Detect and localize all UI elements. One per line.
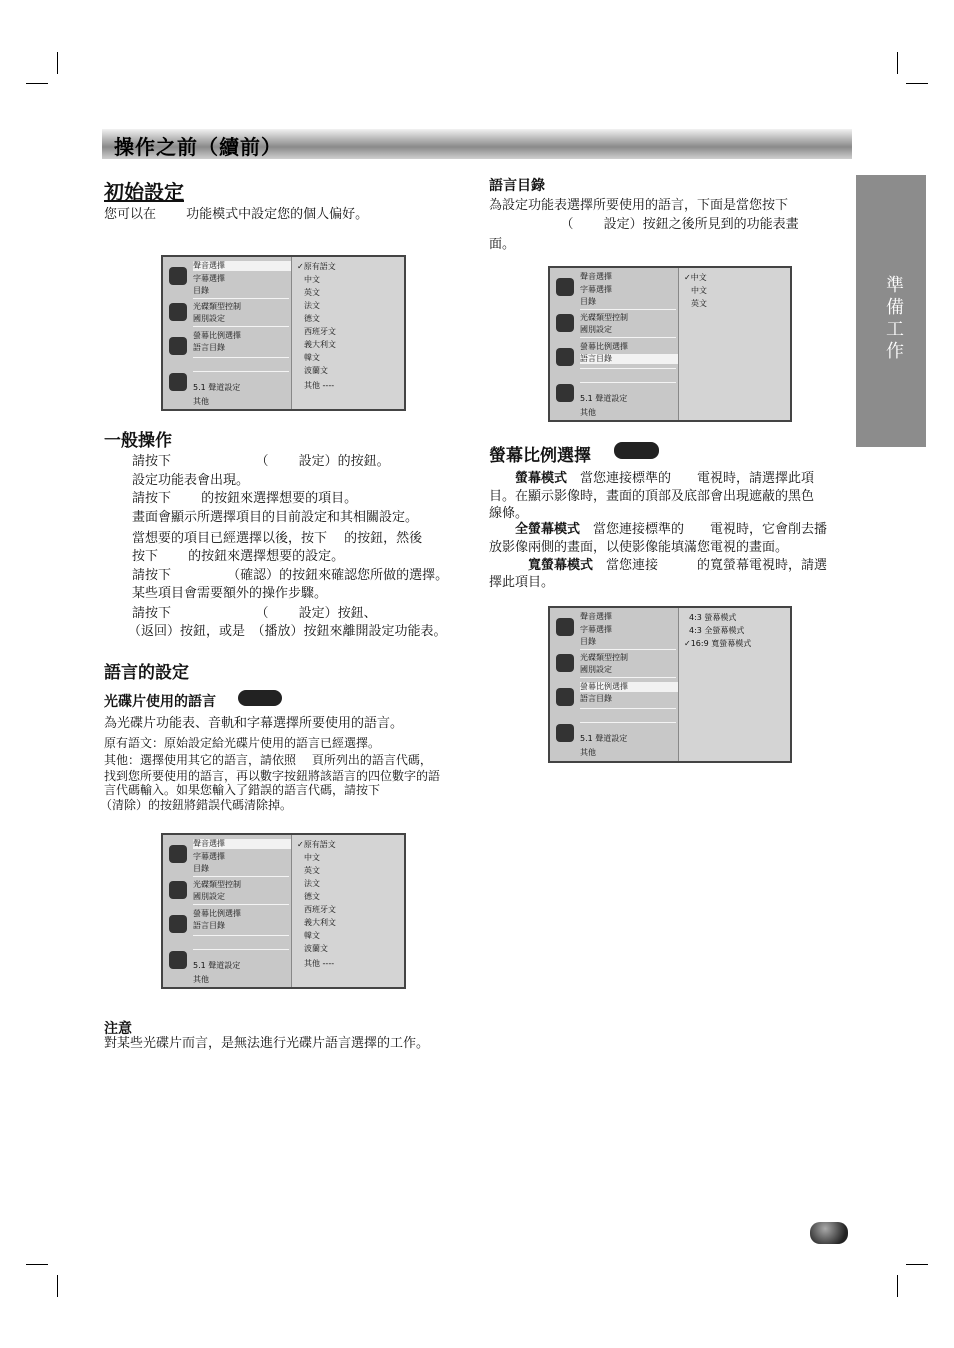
menu-divider bbox=[580, 382, 676, 383]
menu-option[interactable]: 英文 bbox=[304, 866, 320, 875]
menu-option[interactable]: 其他 ---- bbox=[304, 959, 335, 968]
menu-divider bbox=[193, 949, 289, 950]
menu-option[interactable]: 義大利文 bbox=[304, 918, 336, 927]
tv-icon bbox=[169, 337, 187, 355]
menu-right-pane bbox=[291, 257, 404, 409]
menu-item-rating[interactable]: 光碟類型控制 bbox=[580, 653, 628, 662]
general-line: 請按下 （ 設定）按鈕、 bbox=[132, 606, 377, 621]
lock-icon bbox=[556, 654, 574, 672]
crop-mark bbox=[57, 1275, 58, 1297]
general-line: 畫面會顯示所選擇項目的目前設定和其相關設定。 bbox=[132, 510, 419, 525]
setup-menu-menu-language bbox=[548, 266, 792, 422]
menu-divider bbox=[580, 368, 676, 369]
menu-option[interactable]: 西班牙文 bbox=[304, 327, 336, 336]
audio-disc-icon bbox=[556, 618, 574, 636]
menu-divider bbox=[580, 649, 676, 650]
menu-language-line: 面。 bbox=[489, 237, 516, 252]
lock-icon bbox=[556, 314, 574, 332]
general-line: 設定功能表會出現。 bbox=[132, 473, 250, 488]
menu-option[interactable]: 4:3 螢幕模式 bbox=[689, 613, 737, 622]
subsection-title-menu-language: 語言目錄 bbox=[489, 178, 545, 194]
menu-language-line: （ 設定）按鈕之後所見到的功能表畫 bbox=[489, 217, 799, 232]
menu-item-audio[interactable]: 聲音選擇 bbox=[193, 261, 291, 271]
menu-item-audio[interactable]: 聲音選擇 bbox=[580, 612, 612, 621]
disc-language-note: （清除）的按鈕將錯誤代碼清除掉。 bbox=[100, 798, 293, 812]
menu-option[interactable]: 德文 bbox=[304, 892, 320, 901]
menu-divider bbox=[193, 935, 289, 936]
menu-option[interactable]: 中文 bbox=[304, 853, 320, 862]
section-title-initial: 初始設定 bbox=[104, 180, 184, 204]
aspect-line: 目。在顯示影像時，畫面的頂部及底部會出現遮蔽的黑色 bbox=[489, 489, 815, 504]
menu-left-pane bbox=[550, 268, 678, 420]
menu-divider bbox=[193, 326, 289, 327]
aspect-line: 螢幕模式 當您連接標準的 電視時，請選擇此項 bbox=[489, 471, 815, 486]
general-line: 按下 的按鈕來選擇想要的設定。 bbox=[132, 549, 345, 564]
menu-divider bbox=[580, 722, 676, 723]
lock-icon bbox=[169, 881, 187, 899]
menu-divider bbox=[580, 309, 676, 310]
menu-item-rating[interactable]: 光碟類型控制 bbox=[580, 313, 628, 322]
menu-option[interactable]: 英文 bbox=[691, 299, 707, 308]
menu-item-5-1-channel[interactable]: 5.1 聲道設定 bbox=[193, 383, 241, 392]
disc-language-text: 為光碟片功能表、音軌和字幕選擇所要使用的語言。 bbox=[104, 716, 404, 731]
menu-item-menu-language[interactable]: 語言目錄 bbox=[193, 343, 225, 352]
menu-item-country[interactable]: 國別設定 bbox=[193, 892, 225, 901]
menu-item-audio[interactable]: 聲音選擇 bbox=[580, 272, 612, 281]
crop-mark bbox=[897, 1275, 898, 1297]
menu-divider bbox=[193, 876, 289, 877]
disc-language-note: 找到您所要使用的語言，再以數字按鈕將該語言的四位數字的語 bbox=[104, 769, 441, 783]
crop-mark bbox=[906, 83, 928, 84]
crop-mark bbox=[57, 52, 58, 74]
menu-left-pane bbox=[163, 835, 291, 987]
menu-language-line: 為設定功能表選擇所要使用的語言，下面是當您按下 bbox=[489, 198, 789, 213]
menu-option[interactable]: 波蘭文 bbox=[304, 366, 328, 375]
menu-item-others[interactable]: 其他 bbox=[580, 408, 596, 417]
disc-language-note: 其他：選擇使用其它的語言，請依照 頁所列出的語言代碼， bbox=[104, 753, 432, 767]
menu-option[interactable]: ✓16:9 寬螢幕模式 bbox=[684, 639, 752, 648]
setup-menu-disc-language bbox=[161, 255, 406, 411]
general-line: 請按下 （ 設定）的按鈕。 bbox=[132, 454, 390, 469]
aspect-line: 擇此項目。 bbox=[489, 575, 555, 590]
crop-mark bbox=[26, 83, 48, 84]
menu-option[interactable]: ✓原有語文 bbox=[297, 840, 336, 849]
menu-divider bbox=[580, 708, 676, 709]
audio-disc-icon bbox=[169, 267, 187, 285]
header-banner bbox=[102, 129, 852, 159]
menu-divider bbox=[580, 677, 676, 678]
menu-option[interactable]: 法文 bbox=[304, 879, 320, 888]
menu-option[interactable]: 德文 bbox=[304, 314, 320, 323]
menu-divider bbox=[193, 298, 289, 299]
menu-item-5-1-channel[interactable]: 5.1 聲道設定 bbox=[193, 961, 241, 970]
subsection-title-disc-language: 光碟片使用的語言 bbox=[104, 694, 216, 710]
aspect-line: 全螢幕模式 當您連接標準的 電視時，它會削去播 bbox=[489, 522, 828, 537]
setup-menu-aspect bbox=[548, 606, 792, 763]
menu-right-pane bbox=[678, 608, 790, 761]
disc-language-note: 言代碼輸入。如果您輸入了錯誤的語言代碼，請按下 bbox=[104, 783, 381, 797]
crop-mark bbox=[897, 52, 898, 74]
menu-item-subtitle[interactable]: 字幕選擇 bbox=[580, 625, 612, 634]
menu-item-disc-menu[interactable]: 目錄 bbox=[580, 637, 596, 646]
crop-mark bbox=[26, 1264, 48, 1265]
aspect-line: 寬螢幕模式 當您連接 的寬螢幕電視時，請選 bbox=[489, 558, 828, 573]
side-tab bbox=[856, 175, 926, 447]
speaker-icon bbox=[556, 384, 574, 402]
tv-icon bbox=[556, 348, 574, 366]
general-line: 當想要的項目已經選擇以後，按下 的按鈕，然後 bbox=[132, 531, 423, 546]
menu-item-disc-menu[interactable]: 目錄 bbox=[193, 286, 209, 295]
menu-item-rating[interactable]: 光碟類型控制 bbox=[193, 302, 241, 311]
menu-item-aspect[interactable]: 螢幕比例選擇 bbox=[580, 342, 628, 351]
audio-disc-icon bbox=[169, 845, 187, 863]
menu-item-subtitle[interactable]: 字幕選擇 bbox=[193, 274, 225, 283]
section-title-language: 語言的設定 bbox=[104, 663, 189, 683]
menu-item-others[interactable]: 其他 bbox=[580, 748, 596, 757]
menu-item-subtitle[interactable]: 字幕選擇 bbox=[580, 285, 612, 294]
menu-option[interactable]: 中文 bbox=[304, 275, 320, 284]
audio-disc-icon bbox=[556, 278, 574, 296]
menu-option[interactable]: 其他 ---- bbox=[304, 381, 335, 390]
side-tab-label: 準備工作 bbox=[883, 275, 904, 363]
menu-item-country[interactable]: 國別設定 bbox=[193, 314, 225, 323]
initial-text: 您可以在 功能模式中設定您的個人偏好。 bbox=[104, 207, 369, 222]
menu-item-menu-language[interactable]: 語言目錄 bbox=[580, 694, 612, 703]
menu-option[interactable]: 韓文 bbox=[304, 931, 320, 940]
page-title: 操作之前（續前） bbox=[114, 135, 282, 159]
disc-language-note: 原有語文：原始設定給光碟片使用的語言已經選擇。 bbox=[104, 736, 381, 750]
menu-item-others[interactable]: 其他 bbox=[193, 397, 209, 406]
menu-option[interactable]: 韓文 bbox=[304, 353, 320, 362]
speaker-icon bbox=[169, 373, 187, 391]
menu-option[interactable]: 中文 bbox=[691, 286, 707, 295]
dvd-badge bbox=[614, 442, 659, 459]
menu-divider bbox=[193, 371, 289, 372]
menu-option[interactable]: 波蘭文 bbox=[304, 944, 328, 953]
menu-item-aspect[interactable]: 螢幕比例選擇 bbox=[580, 682, 678, 692]
crop-mark bbox=[906, 1264, 928, 1265]
tv-icon bbox=[169, 915, 187, 933]
note-text: 對某些光碟片而言，是無法進行光碟片語言選擇的工作。 bbox=[104, 1036, 430, 1051]
menu-option[interactable]: ✓原有語文 bbox=[297, 262, 336, 271]
speaker-icon bbox=[556, 724, 574, 742]
menu-divider bbox=[193, 357, 289, 358]
menu-item-disc-menu[interactable]: 目錄 bbox=[580, 297, 596, 306]
menu-item-menu-language[interactable]: 語言目錄 bbox=[193, 921, 225, 930]
menu-item-country[interactable]: 國別設定 bbox=[580, 665, 612, 674]
menu-right-pane bbox=[678, 268, 790, 420]
menu-item-5-1-channel[interactable]: 5.1 聲道設定 bbox=[580, 734, 628, 743]
menu-option[interactable]: 法文 bbox=[304, 301, 320, 310]
tv-icon bbox=[556, 688, 574, 706]
aspect-line: 線條。 bbox=[489, 506, 529, 521]
setup-menu-disc-language-2 bbox=[161, 833, 406, 989]
menu-item-country[interactable]: 國別設定 bbox=[580, 325, 612, 334]
menu-item-others[interactable]: 其他 bbox=[193, 975, 209, 984]
general-line: （返回）按鈕，或是 （播放）按鈕來離開設定功能表。 bbox=[128, 624, 447, 639]
menu-item-aspect[interactable]: 螢幕比例選擇 bbox=[193, 331, 241, 340]
menu-divider bbox=[580, 337, 676, 338]
general-line: 某些項目會需要額外的操作步驟。 bbox=[132, 586, 328, 601]
menu-divider bbox=[193, 904, 289, 905]
menu-item-audio[interactable]: 聲音選擇 bbox=[193, 839, 291, 849]
menu-right-pane bbox=[291, 835, 404, 987]
section-title-general: 一般操作 bbox=[104, 431, 172, 451]
menu-item-rating[interactable]: 光碟類型控制 bbox=[193, 880, 241, 889]
menu-option[interactable]: 4:3 全螢幕模式 bbox=[689, 626, 745, 635]
menu-item-menu-language[interactable]: 語言目錄 bbox=[580, 354, 678, 364]
general-line: 請按下 的按鈕來選擇想要的項目。 bbox=[132, 491, 358, 506]
menu-left-pane bbox=[550, 608, 678, 761]
menu-option[interactable]: 英文 bbox=[304, 288, 320, 297]
dvd-badge bbox=[238, 690, 282, 706]
menu-item-disc-menu[interactable]: 目錄 bbox=[193, 864, 209, 873]
menu-left-pane bbox=[163, 257, 291, 409]
menu-item-5-1-channel[interactable]: 5.1 聲道設定 bbox=[580, 394, 628, 403]
menu-option[interactable]: 義大利文 bbox=[304, 340, 336, 349]
menu-option[interactable]: 西班牙文 bbox=[304, 905, 336, 914]
page-number-badge bbox=[810, 1222, 848, 1244]
aspect-line: 放影像兩側的畫面，以使影像能填滿您電視的畫面。 bbox=[489, 540, 789, 555]
menu-item-subtitle[interactable]: 字幕選擇 bbox=[193, 852, 225, 861]
general-line: 請按下 （確認）的按鈕來確認您所做的選擇。 bbox=[132, 568, 449, 583]
speaker-icon bbox=[169, 951, 187, 969]
menu-item-aspect[interactable]: 螢幕比例選擇 bbox=[193, 909, 241, 918]
menu-option[interactable]: ✓中文 bbox=[684, 273, 707, 282]
note-title: 注意 bbox=[104, 1021, 132, 1037]
section-title-aspect: 螢幕比例選擇 bbox=[489, 446, 591, 466]
lock-icon bbox=[169, 303, 187, 321]
